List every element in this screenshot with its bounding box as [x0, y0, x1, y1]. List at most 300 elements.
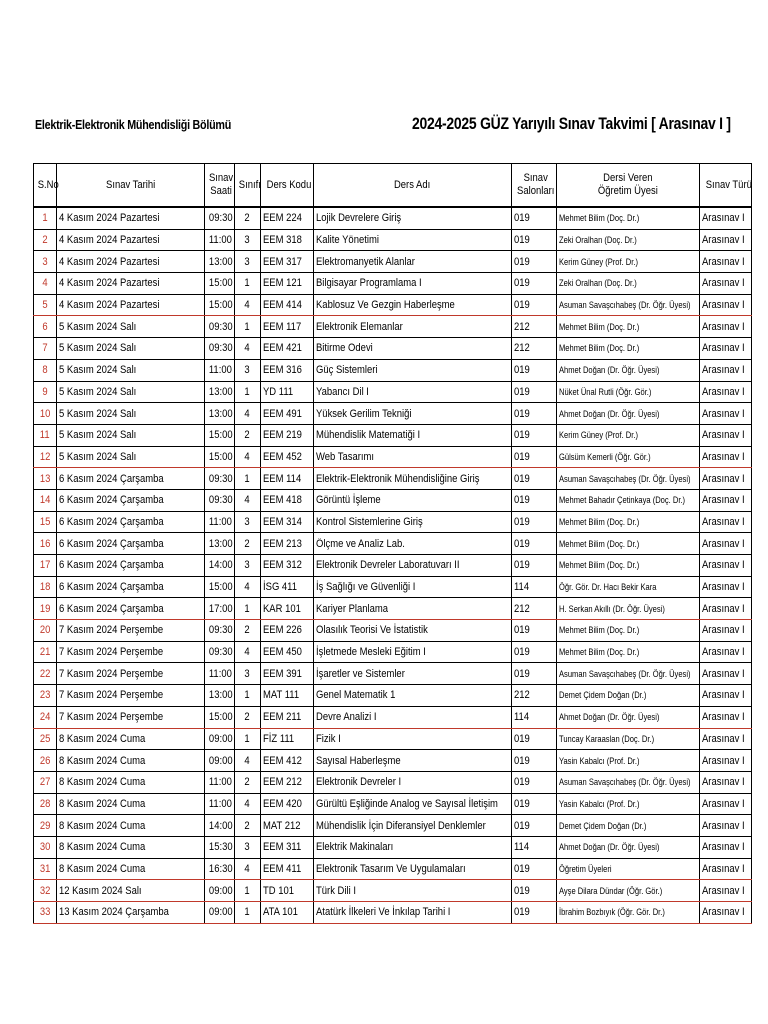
- exam-date: 5 Kasım 2024 Salı: [57, 316, 205, 338]
- exam-type: Arasınav I: [700, 294, 752, 316]
- exam-type: Arasınav I: [700, 273, 752, 295]
- exam-type: Arasınav I: [700, 316, 752, 338]
- table-row: [34, 359, 752, 381]
- course-code: TD 101: [261, 880, 314, 902]
- exam-date: 8 Kasım 2024 Cuma: [57, 750, 205, 772]
- course-code: EEM 211: [261, 706, 314, 728]
- row-number: 4: [34, 273, 57, 295]
- row-number: 31: [34, 858, 57, 880]
- semester: 2: [235, 533, 261, 555]
- course-name: Atatürk İlkeleri Ve İnkılap Tarihi I: [314, 902, 512, 924]
- exam-date: 8 Kasım 2024 Cuma: [57, 836, 205, 858]
- exam-type: Arasınav I: [700, 511, 752, 533]
- lecturer: Ahmet Doğan (Dr. Öğr. Üyesi): [557, 403, 700, 425]
- exam-date: 5 Kasım 2024 Salı: [57, 338, 205, 360]
- exam-room: 019: [512, 555, 557, 577]
- exam-room: 114: [512, 706, 557, 728]
- exam-type: Arasınav I: [700, 403, 752, 425]
- exam-type: Arasınav I: [700, 750, 752, 772]
- row-number: 18: [34, 576, 57, 598]
- table-row: [34, 468, 752, 490]
- table-row: [34, 273, 752, 295]
- exam-room: 212: [512, 338, 557, 360]
- course-code: EEM 311: [261, 836, 314, 858]
- table-header-row: [34, 164, 752, 208]
- lecturer: Mehmet Bilim (Doç. Dr.): [557, 533, 700, 555]
- exam-date: 5 Kasım 2024 Salı: [57, 403, 205, 425]
- course-code: ATA 101: [261, 902, 314, 924]
- col-header-course: Ders Adı: [314, 164, 512, 208]
- table-row: [34, 316, 752, 338]
- lecturer: Ayşe Dilara Dündar (Öğr. Gör.): [557, 880, 700, 902]
- exam-type: Arasınav I: [700, 446, 752, 468]
- semester: 1: [235, 902, 261, 924]
- exam-time: 09:00: [205, 902, 235, 924]
- exam-type: Arasınav I: [700, 576, 752, 598]
- semester: 3: [235, 251, 261, 273]
- lecturer: Asuman Savaşcıhabeş (Dr. Öğr. Üyesi): [557, 771, 700, 793]
- course-name: Kablosuz Ve Gezgin Haberleşme: [314, 294, 512, 316]
- exam-room: 019: [512, 294, 557, 316]
- semester: 1: [235, 880, 261, 902]
- lecturer: Yasin Kabalcı (Prof. Dr.): [557, 750, 700, 772]
- course-code: EEM 312: [261, 555, 314, 577]
- table-row: [34, 663, 752, 685]
- exam-time: 14:00: [205, 815, 235, 837]
- row-number: 33: [34, 902, 57, 924]
- exam-date: 7 Kasım 2024 Perşembe: [57, 620, 205, 642]
- course-code: EEM 420: [261, 793, 314, 815]
- semester: 3: [235, 836, 261, 858]
- col-header-code: Ders Kodu: [261, 164, 314, 208]
- row-number: 2: [34, 229, 57, 251]
- course-code: EEM 219: [261, 424, 314, 446]
- course-name: Bitirme Odevi: [314, 338, 512, 360]
- course-code: EEM 414: [261, 294, 314, 316]
- course-code: EEM 114: [261, 468, 314, 490]
- col-header-type: Sınav Türü: [700, 164, 752, 208]
- course-name: Yabancı Dil I: [314, 381, 512, 403]
- exam-time: 15:30: [205, 836, 235, 858]
- exam-room: 212: [512, 316, 557, 338]
- course-name: Fizik I: [314, 728, 512, 750]
- exam-date: 6 Kasım 2024 Çarşamba: [57, 511, 205, 533]
- course-name: İşaretler ve Sistemler: [314, 663, 512, 685]
- exam-time: 11:00: [205, 663, 235, 685]
- exam-type: Arasınav I: [700, 902, 752, 924]
- course-name: Elektronik Devreler Laboratuvarı II: [314, 555, 512, 577]
- course-code: MAT 212: [261, 815, 314, 837]
- exam-date: 7 Kasım 2024 Perşembe: [57, 706, 205, 728]
- course-code: EEM 121: [261, 273, 314, 295]
- table-row: [34, 620, 752, 642]
- exam-room: 019: [512, 381, 557, 403]
- exam-room: 019: [512, 359, 557, 381]
- table-row: [34, 533, 752, 555]
- semester: 4: [235, 294, 261, 316]
- exam-type: Arasınav I: [700, 728, 752, 750]
- exam-date: 8 Kasım 2024 Cuma: [57, 771, 205, 793]
- exam-date: 6 Kasım 2024 Çarşamba: [57, 533, 205, 555]
- course-name: Elektronik Elemanlar: [314, 316, 512, 338]
- exam-room: 019: [512, 663, 557, 685]
- lecturer: Ahmet Doğan (Dr. Öğr. Üyesi): [557, 359, 700, 381]
- course-code: EEM 491: [261, 403, 314, 425]
- table-row: [34, 685, 752, 707]
- table-row: [34, 858, 752, 880]
- lecturer: Mehmet Bilim (Doç. Dr.): [557, 511, 700, 533]
- course-code: YD 111: [261, 381, 314, 403]
- lecturer: İbrahim Bozbıyık (Öğr. Gör. Dr.): [557, 902, 700, 924]
- table-row: [34, 207, 752, 229]
- course-code: EEM 212: [261, 771, 314, 793]
- exam-date: 8 Kasım 2024 Cuma: [57, 793, 205, 815]
- lecturer: Mehmet Bahadır Çetinkaya (Doç. Dr.): [557, 489, 700, 511]
- exam-time: 11:00: [205, 771, 235, 793]
- course-name: Türk Dili I: [314, 880, 512, 902]
- exam-room: 019: [512, 728, 557, 750]
- exam-time: 09:30: [205, 338, 235, 360]
- semester: 2: [235, 207, 261, 229]
- exam-time: 13:00: [205, 403, 235, 425]
- semester: 1: [235, 685, 261, 707]
- exam-room: 114: [512, 836, 557, 858]
- row-number: 19: [34, 598, 57, 620]
- lecturer: Zeki Oralhan (Doç. Dr.): [557, 229, 700, 251]
- course-name: Web Tasarımı: [314, 446, 512, 468]
- exam-type: Arasınav I: [700, 424, 752, 446]
- course-code: KAR 101: [261, 598, 314, 620]
- exam-time: 15:00: [205, 424, 235, 446]
- row-number: 10: [34, 403, 57, 425]
- table-row: [34, 750, 752, 772]
- course-name: Elektronik Tasarım Ve Uygulamaları: [314, 858, 512, 880]
- course-name: Yüksek Gerilim Tekniği: [314, 403, 512, 425]
- exam-type: Arasınav I: [700, 858, 752, 880]
- exam-time: 15:00: [205, 706, 235, 728]
- exam-type: Arasınav I: [700, 251, 752, 273]
- lecturer: Ahmet Doğan (Dr. Öğr. Üyesi): [557, 836, 700, 858]
- exam-type: Arasınav I: [700, 620, 752, 642]
- lecturer: Asuman Savaşcıhabeş (Dr. Öğr. Üyesi): [557, 663, 700, 685]
- course-code: EEM 391: [261, 663, 314, 685]
- course-name: Ölçme ve Analiz Lab.: [314, 533, 512, 555]
- semester: 4: [235, 858, 261, 880]
- exam-time: 09:30: [205, 489, 235, 511]
- exam-time: 09:30: [205, 620, 235, 642]
- semester: 3: [235, 229, 261, 251]
- exam-room: 019: [512, 468, 557, 490]
- exam-type: Arasınav I: [700, 706, 752, 728]
- exam-time: 11:00: [205, 359, 235, 381]
- exam-room: 019: [512, 446, 557, 468]
- row-number: 24: [34, 706, 57, 728]
- exam-room: 212: [512, 598, 557, 620]
- course-name: Gürültü Eşliğinde Analog ve Sayısal İletişim: [314, 793, 512, 815]
- exam-time: 09:30: [205, 468, 235, 490]
- lecturer: Öğretim Üyeleri: [557, 858, 700, 880]
- course-code: EEM 316: [261, 359, 314, 381]
- exam-date: 5 Kasım 2024 Salı: [57, 446, 205, 468]
- exam-type: Arasınav I: [700, 533, 752, 555]
- course-name: Elektrik-Elektronik Mühendisliğine Giriş: [314, 468, 512, 490]
- col-header-room: Sınav Salonları: [512, 164, 557, 208]
- course-code: FİZ 111: [261, 728, 314, 750]
- row-number: 15: [34, 511, 57, 533]
- course-code: EEM 317: [261, 251, 314, 273]
- exam-time: 15:00: [205, 273, 235, 295]
- table-row: [34, 489, 752, 511]
- exam-time: 13:00: [205, 533, 235, 555]
- table-row: [34, 880, 752, 902]
- row-number: 28: [34, 793, 57, 815]
- lecturer: Öğr. Gör. Dr. Hacı Bekir Kara: [557, 576, 700, 598]
- exam-time: 16:30: [205, 858, 235, 880]
- exam-type: Arasınav I: [700, 793, 752, 815]
- semester: 1: [235, 381, 261, 403]
- exam-time: 09:30: [205, 207, 235, 229]
- table-row: [34, 251, 752, 273]
- row-number: 26: [34, 750, 57, 772]
- table-row: [34, 403, 752, 425]
- exam-type: Arasınav I: [700, 815, 752, 837]
- exam-time: 11:00: [205, 511, 235, 533]
- row-number: 3: [34, 251, 57, 273]
- exam-room: 019: [512, 902, 557, 924]
- table-row: [34, 229, 752, 251]
- table-row: [34, 815, 752, 837]
- exam-room: 019: [512, 207, 557, 229]
- semester: 4: [235, 641, 261, 663]
- exam-date: 8 Kasım 2024 Cuma: [57, 815, 205, 837]
- exam-date: 5 Kasım 2024 Salı: [57, 424, 205, 446]
- lecturer: Mehmet Bilim (Doç. Dr.): [557, 620, 700, 642]
- table-row: [34, 424, 752, 446]
- exam-time: 15:00: [205, 446, 235, 468]
- exam-time: 15:00: [205, 294, 235, 316]
- semester: 3: [235, 663, 261, 685]
- exam-room: 019: [512, 251, 557, 273]
- exam-room: 212: [512, 685, 557, 707]
- lecturer: Asuman Savaşcıhabeş (Dr. Öğr. Üyesi): [557, 468, 700, 490]
- semester: 4: [235, 750, 261, 772]
- row-number: 25: [34, 728, 57, 750]
- semester: 3: [235, 511, 261, 533]
- row-number: 16: [34, 533, 57, 555]
- exam-time: 09:30: [205, 641, 235, 663]
- course-code: EEM 226: [261, 620, 314, 642]
- col-header-lecturer: Dersi Veren Öğretim Üyesi: [557, 164, 700, 208]
- semester: 2: [235, 771, 261, 793]
- course-name: Kariyer Planlama: [314, 598, 512, 620]
- semester: 4: [235, 793, 261, 815]
- lecturer: Kerim Güney (Prof. Dr.): [557, 251, 700, 273]
- row-number: 30: [34, 836, 57, 858]
- exam-room: 019: [512, 403, 557, 425]
- page-title: 2024-2025 GÜZ Yarıyılı Sınav Takvimi [ Arasınav I ]: [412, 114, 731, 133]
- col-header-time: Sınav Saati: [205, 164, 235, 208]
- table-row: [34, 294, 752, 316]
- row-number: 23: [34, 685, 57, 707]
- exam-type: Arasınav I: [700, 555, 752, 577]
- col-header-semester: Sınıfı: [235, 164, 261, 208]
- exam-time: 09:00: [205, 728, 235, 750]
- semester: 1: [235, 728, 261, 750]
- exam-date: 6 Kasım 2024 Çarşamba: [57, 468, 205, 490]
- exam-time: 09:00: [205, 750, 235, 772]
- table-row: [34, 576, 752, 598]
- course-code: EEM 224: [261, 207, 314, 229]
- semester: 4: [235, 338, 261, 360]
- col-header-date: Sınav Tarihi: [57, 164, 205, 208]
- exam-time: 09:00: [205, 880, 235, 902]
- table-row: [34, 338, 752, 360]
- table-row: [34, 836, 752, 858]
- exam-date: 12 Kasım 2024 Salı: [57, 880, 205, 902]
- exam-date: 4 Kasım 2024 Pazartesi: [57, 251, 205, 273]
- course-code: EEM 318: [261, 229, 314, 251]
- semester: 2: [235, 815, 261, 837]
- course-name: Elektromanyetik Alanlar: [314, 251, 512, 273]
- exam-time: 15:00: [205, 576, 235, 598]
- exam-date: 8 Kasım 2024 Cuma: [57, 728, 205, 750]
- course-code: EEM 412: [261, 750, 314, 772]
- department-name: Elektrik-Elektronik Mühendisliği Bölümü: [35, 118, 232, 132]
- exam-room: 019: [512, 511, 557, 533]
- table-row: [34, 381, 752, 403]
- row-number: 12: [34, 446, 57, 468]
- row-number: 32: [34, 880, 57, 902]
- course-name: Mühendislik Matematiği I: [314, 424, 512, 446]
- table-row: [34, 598, 752, 620]
- course-name: Kontrol Sistemlerine Giriş: [314, 511, 512, 533]
- lecturer: H. Serkan Akıllı (Dr. Öğr. Üyesi): [557, 598, 700, 620]
- exam-time: 13:00: [205, 381, 235, 403]
- exam-room: 019: [512, 641, 557, 663]
- exam-type: Arasınav I: [700, 685, 752, 707]
- table-row: [34, 793, 752, 815]
- lecturer: Mehmet Bilim (Doç. Dr.): [557, 316, 700, 338]
- row-number: 27: [34, 771, 57, 793]
- semester: 2: [235, 706, 261, 728]
- exam-date: 6 Kasım 2024 Çarşamba: [57, 598, 205, 620]
- exam-type: Arasınav I: [700, 836, 752, 858]
- exam-type: Arasınav I: [700, 468, 752, 490]
- course-name: Görüntü İşleme: [314, 489, 512, 511]
- exam-type: Arasınav I: [700, 229, 752, 251]
- exam-room: 019: [512, 815, 557, 837]
- lecturer: Tuncay Karaaslan (Doç. Dr.): [557, 728, 700, 750]
- course-name: Bilgisayar Programlama I: [314, 273, 512, 295]
- table-row: [34, 728, 752, 750]
- exam-room: 019: [512, 273, 557, 295]
- course-code: EEM 411: [261, 858, 314, 880]
- lecturer: Zeki Oralhan (Doç. Dr.): [557, 273, 700, 295]
- course-name: İş Sağlığı ve Güvenliği I: [314, 576, 512, 598]
- exam-room: 019: [512, 229, 557, 251]
- exam-date: 4 Kasım 2024 Pazartesi: [57, 273, 205, 295]
- lecturer: Mehmet Bilim (Doç. Dr.): [557, 207, 700, 229]
- exam-schedule-table: [33, 163, 752, 924]
- row-number: 17: [34, 555, 57, 577]
- exam-time: 11:00: [205, 229, 235, 251]
- exam-room: 019: [512, 489, 557, 511]
- semester: 3: [235, 555, 261, 577]
- row-number: 21: [34, 641, 57, 663]
- course-name: Devre Analizi I: [314, 706, 512, 728]
- semester: 4: [235, 446, 261, 468]
- lecturer: Ahmet Doğan (Dr. Öğr. Üyesi): [557, 706, 700, 728]
- exam-date: 5 Kasım 2024 Salı: [57, 359, 205, 381]
- row-number: 9: [34, 381, 57, 403]
- course-code: MAT 111: [261, 685, 314, 707]
- course-name: Lojik Devrelere Giriş: [314, 207, 512, 229]
- exam-type: Arasınav I: [700, 381, 752, 403]
- exam-date: 8 Kasım 2024 Cuma: [57, 858, 205, 880]
- lecturer: Kerim Güney (Prof. Dr.): [557, 424, 700, 446]
- course-code: EEM 314: [261, 511, 314, 533]
- semester: 1: [235, 598, 261, 620]
- lecturer: Mehmet Bilim (Doç. Dr.): [557, 338, 700, 360]
- exam-date: 7 Kasım 2024 Perşembe: [57, 685, 205, 707]
- course-name: Genel Matematik 1: [314, 685, 512, 707]
- row-number: 20: [34, 620, 57, 642]
- row-number: 1: [34, 207, 57, 229]
- row-number: 5: [34, 294, 57, 316]
- course-code: EEM 450: [261, 641, 314, 663]
- semester: 2: [235, 620, 261, 642]
- table-row: [34, 641, 752, 663]
- exam-room: 019: [512, 771, 557, 793]
- table-row: [34, 446, 752, 468]
- exam-date: 7 Kasım 2024 Perşembe: [57, 641, 205, 663]
- course-code: EEM 452: [261, 446, 314, 468]
- row-number: 14: [34, 489, 57, 511]
- course-code: EEM 421: [261, 338, 314, 360]
- course-code: EEM 117: [261, 316, 314, 338]
- semester: 1: [235, 468, 261, 490]
- exam-time: 13:00: [205, 685, 235, 707]
- exam-time: 14:00: [205, 555, 235, 577]
- course-code: EEM 213: [261, 533, 314, 555]
- exam-date: 6 Kasım 2024 Çarşamba: [57, 576, 205, 598]
- row-number: 22: [34, 663, 57, 685]
- exam-type: Arasınav I: [700, 207, 752, 229]
- exam-type: Arasınav I: [700, 359, 752, 381]
- course-code: İSG 411: [261, 576, 314, 598]
- exam-room: 114: [512, 576, 557, 598]
- course-name: Elektronik Devreler I: [314, 771, 512, 793]
- row-number: 7: [34, 338, 57, 360]
- table-row: [34, 555, 752, 577]
- semester: 4: [235, 576, 261, 598]
- semester: 1: [235, 273, 261, 295]
- exam-date: 7 Kasım 2024 Perşembe: [57, 663, 205, 685]
- exam-type: Arasınav I: [700, 641, 752, 663]
- exam-time: 13:00: [205, 251, 235, 273]
- exam-date: 4 Kasım 2024 Pazartesi: [57, 207, 205, 229]
- row-number: 6: [34, 316, 57, 338]
- row-number: 8: [34, 359, 57, 381]
- lecturer: Nüket Ünal Rutli (Öğr. Gör.): [557, 381, 700, 403]
- exam-type: Arasınav I: [700, 598, 752, 620]
- row-number: 13: [34, 468, 57, 490]
- lecturer: Mehmet Bilim (Doç. Dr.): [557, 641, 700, 663]
- course-name: Elektrik Makinaları: [314, 836, 512, 858]
- exam-time: 17:00: [205, 598, 235, 620]
- lecturer: Demet Çidem Doğan (Dr.): [557, 685, 700, 707]
- exam-room: 019: [512, 880, 557, 902]
